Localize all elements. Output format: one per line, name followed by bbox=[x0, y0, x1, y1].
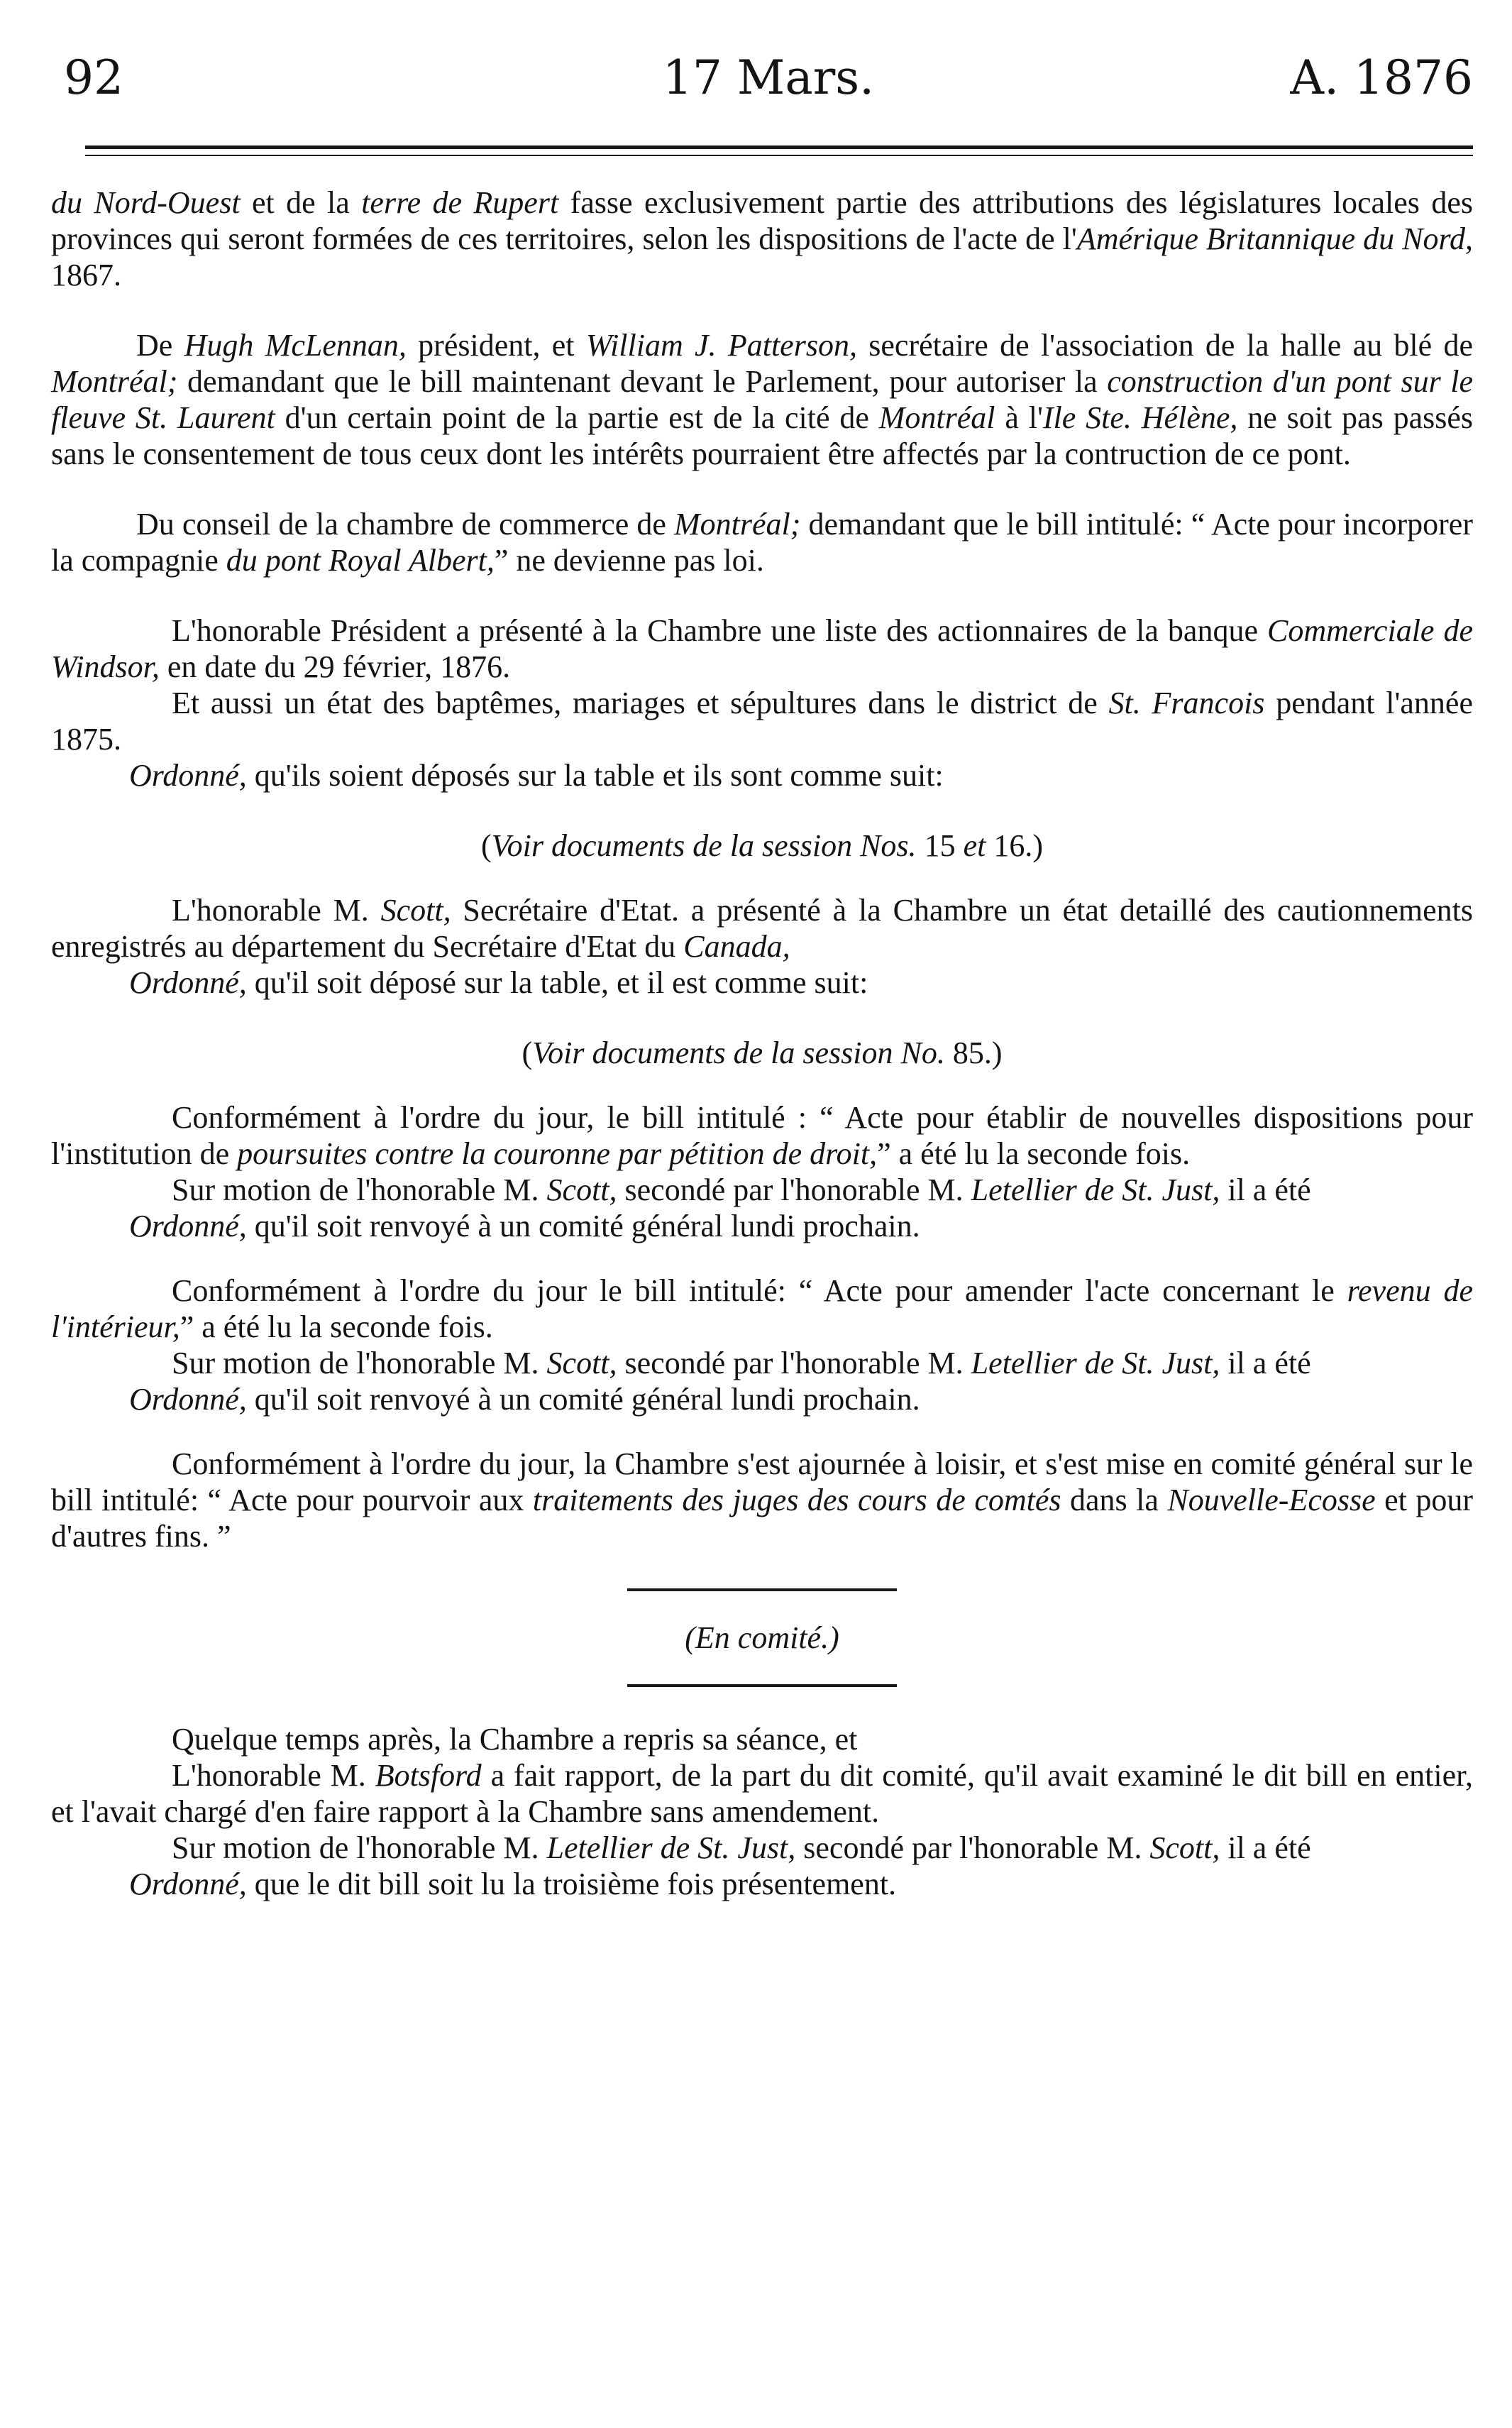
header-rule-thin bbox=[85, 155, 1473, 156]
paragraph-bill-poursuites: Conformément à l'ordre du jour, le bill intitulé : “ Acte pour établir de nouvelles dispositions pour l'institution de poursuites contre la couronne par pétition de droit,” a été lu la seconde fois. bbox=[51, 1100, 1473, 1171]
paragraph-bill-revenu: Conformément à l'ordre du jour le bill intitulé: “ Acte pour amender l'acte concernant le revenu de l'intérieur,” a été lu la seconde fois. bbox=[51, 1273, 1474, 1344]
paragraph-ordonne-3: Ordonné, qu'il soit renvoyé à un comité général lundi prochain. bbox=[129, 1209, 920, 1243]
paragraph-petition-conseil: Du conseil de la chambre de commerce de Montréal; demandant que le bill intitulé: “ Acte pour incorporer la compagnie du pont Royal Albert,” ne devienne pas loi. bbox=[51, 507, 1473, 578]
paragraph-motion-1: Sur motion de l'honorable M. Scott, secondé par l'honorable M. Letellier de St. Just, il a été bbox=[172, 1172, 1311, 1207]
paragraph-ordonne-1: Ordonné, qu'ils soient déposés sur la table et ils sont comme suit: bbox=[129, 758, 944, 793]
committee-rule-top bbox=[627, 1588, 897, 1591]
paragraph-petition-mclennan: De Hugh McLennan, président, et William J. Patterson, secrétaire de l'association de la halle au blé de Montréal; demandant que le bill maintenant devant le Parlement, pour autoriser la construction d'un pont sur le fleuve St. Laurent d'un certain point de la partie est de la cité de Montréal à l'Ile Ste. Hélène, ne soit pas passés sans le consentement de tous ceux dont les intérêts pourraient être affectés par la contruction de ce pont. bbox=[51, 328, 1473, 471]
paragraph-motion-2: Sur motion de l'honorable M. Scott, secondé par l'honorable M. Letellier de St. Just, il a été bbox=[172, 1346, 1311, 1380]
paragraph-ordonne-5: Ordonné, que le dit bill soit lu la troisième fois présentement. bbox=[129, 1867, 897, 1901]
header-rule-thick bbox=[85, 145, 1473, 149]
paragraph-president-liste: L'honorable Président a présenté à la Chambre une liste des actionnaires de la banque Commerciale de Windsor, en date du 29 février, 1876. bbox=[51, 613, 1473, 684]
journal-body bbox=[51, 185, 1473, 1902]
paragraph-rapport-botsford: L'honorable M. Botsford a fait rapport, de la part du dit comité, qu'il avait examiné le dit bill en entier, et l'avait chargé d'en faire rapport à la Chambre sans amendement. bbox=[51, 1758, 1473, 1829]
paragraph-etat-baptemes: Et aussi un état des baptêmes, mariages et sépultures dans le district de St. Francois pendant l'année 1875. bbox=[51, 686, 1473, 757]
header-year: A. 1876 bbox=[1290, 50, 1473, 105]
paragraph-scott-cautionnements: L'honorable M. Scott, Secrétaire d'Etat. a présenté à la Chambre un état detaillé des cautionnements enregistrés au département du Secrétaire d'Etat du Canada, bbox=[51, 893, 1474, 964]
header-date: 17 Mars. bbox=[662, 50, 875, 105]
paragraph-reprise-seance: Quelque temps après, la Chambre a repris sa séance, et bbox=[172, 1722, 858, 1757]
reference-documents-15-16: (Voir documents de la session Nos. 15 et 16.) bbox=[481, 828, 1043, 863]
page-number: 92 bbox=[64, 50, 123, 105]
paragraph-ordonne-2: Ordonné, qu'il soit déposé sur la table, et il est comme suit: bbox=[129, 965, 868, 1000]
paragraph-comite-general: Conformément à l'ordre du jour, la Chambre s'est ajournée à loisir, et s'est mise en comité général sur le bill intitulé: “ Acte pour pourvoir aux traitements des juges des cours de comtés dans la Nouvelle-Ecosse et pour d'autres fins. ” bbox=[51, 1446, 1474, 1554]
reference-documents-85: (Voir documents de la session No. 85.) bbox=[522, 1036, 1003, 1070]
page-header bbox=[64, 43, 1473, 114]
committee-heading: (En comité.) bbox=[685, 1620, 839, 1655]
paragraph-ordonne-4: Ordonné, qu'il soit renvoyé à un comité général lundi prochain. bbox=[129, 1382, 920, 1417]
paragraph-motion-3: Sur motion de l'honorable M. Letellier de St. Just, secondé par l'honorable M. Scott, il a été bbox=[172, 1830, 1311, 1865]
paragraph-1: du Nord-Ouest et de la terre de Rupert fasse exclusivement partie des attributions des législatures locales des provinces qui seront formées de ces territoires, selon les dispositions de l'acte de l'Amérique Britannique du Nord, 1867. bbox=[51, 185, 1473, 292]
